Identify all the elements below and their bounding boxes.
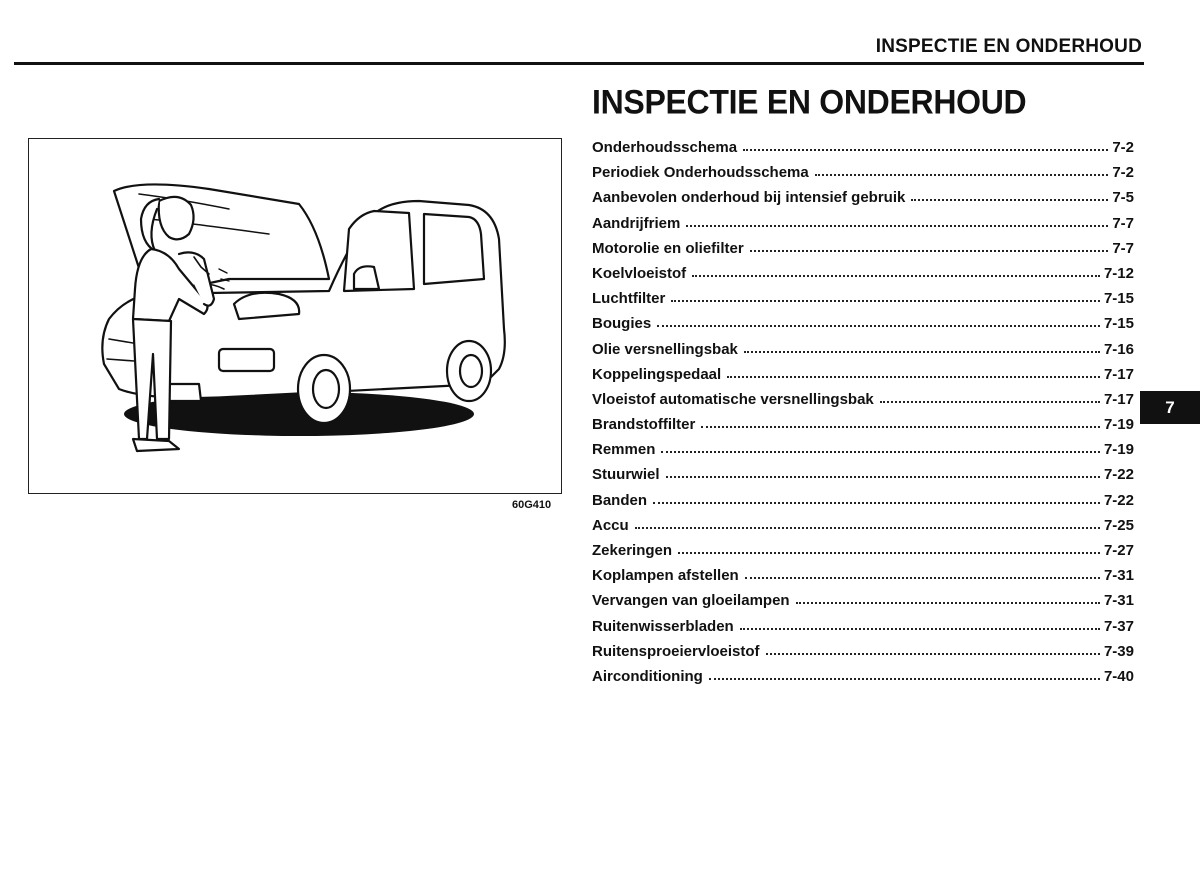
header-rule [14, 62, 1144, 65]
toc-entry-page: 7-31 [1103, 592, 1134, 610]
toc-entry-page: 7-12 [1103, 264, 1134, 282]
toc-entry-title: Remmen [592, 441, 656, 459]
toc-entry-title: Accu [592, 516, 629, 534]
toc-entry-page: 7-15 [1103, 290, 1134, 308]
toc-leader-dots [815, 173, 1109, 176]
toc-entry-title: Ruitenwisserbladen [592, 617, 734, 635]
toc-entry[interactable] [592, 466, 1134, 491]
toc-entry-page: 7-37 [1103, 617, 1134, 635]
toc-leader-dots [666, 475, 1100, 478]
toc-entry-title: Zekeringen [592, 542, 673, 559]
toc-entry-title: Banden [592, 491, 648, 509]
toc-leader-dots [750, 249, 1109, 252]
toc-entry[interactable] [592, 215, 1134, 240]
toc-entry-page: 7-17 [1103, 390, 1134, 408]
toc-leader-dots [744, 350, 1100, 353]
toc-entry-title: Motorolie en oliefilter [592, 239, 744, 257]
figure-code: 60G410 [512, 499, 552, 511]
toc-entry-page: 7-17 [1103, 365, 1134, 383]
toc-entry-page: 7-16 [1103, 340, 1134, 358]
toc-entry[interactable] [592, 391, 1134, 416]
toc-entry-title: Aanbevolen onderhoud bij intensief gebruik [592, 189, 906, 207]
toc-entry-title: Olie versnellingsbak [592, 340, 738, 358]
toc-entry[interactable] [592, 341, 1134, 366]
toc-entry[interactable] [592, 592, 1134, 617]
toc-entry[interactable] [592, 240, 1134, 265]
toc-entry-page: 7-39 [1103, 642, 1134, 660]
toc-entry[interactable] [592, 265, 1134, 290]
toc-entry-page: 7-19 [1103, 416, 1134, 434]
toc-leader-dots [745, 576, 1100, 579]
toc-entry[interactable] [592, 618, 1134, 643]
toc-entry[interactable] [592, 542, 1134, 567]
page-title: INSPECTIE EN ONDERHOUD [592, 82, 1027, 121]
chapter-tab: 7 [1140, 391, 1200, 424]
toc-entry[interactable] [592, 366, 1134, 391]
toc-leader-dots [657, 324, 1100, 327]
toc-entry-page: 7-25 [1103, 516, 1134, 534]
toc-leader-dots [743, 148, 1108, 151]
toc-leader-dots [701, 425, 1100, 428]
toc-entry-title: Luchtfilter [592, 290, 666, 308]
toc-entry-page: 7-2 [1112, 164, 1134, 182]
toc-entry[interactable] [592, 517, 1134, 542]
toc-entry[interactable] [592, 416, 1134, 441]
toc-entry-title: Stuurwiel [592, 466, 660, 484]
toc-entry-title: Aandrijfriem [592, 214, 681, 232]
figure-car-maintenance [28, 138, 562, 494]
toc-entry-title: Onderhoudsschema [592, 139, 738, 156]
toc-entry-page: 7-2 [1112, 139, 1134, 156]
toc-entry[interactable] [592, 139, 1134, 164]
toc-leader-dots [740, 627, 1100, 630]
toc-entry-title: Brandstoffilter [592, 416, 696, 434]
toc-leader-dots [653, 501, 1100, 504]
toc-leader-dots [709, 677, 1100, 680]
toc-leader-dots [727, 375, 1100, 378]
toc-entry[interactable] [592, 567, 1134, 592]
toc-entry-title: Ruitensproeiervloeistof [592, 642, 760, 660]
toc-entry-page: 7-15 [1103, 315, 1134, 333]
toc-entry-page: 7-22 [1103, 491, 1134, 509]
toc-leader-dots [692, 274, 1100, 277]
toc-entry-page: 7-19 [1103, 441, 1134, 459]
toc-entry[interactable] [592, 441, 1134, 466]
toc-entry-page: 7-7 [1112, 239, 1134, 257]
toc-entry[interactable] [592, 643, 1134, 668]
toc-leader-dots [880, 400, 1100, 403]
toc-leader-dots [635, 526, 1100, 529]
toc-entry[interactable] [592, 164, 1134, 189]
toc-leader-dots [671, 299, 1100, 302]
toc-entry-page: 7-7 [1112, 214, 1134, 232]
toc-entry-page: 7-31 [1103, 567, 1134, 585]
toc-entry-page: 7-40 [1103, 667, 1134, 685]
toc-leader-dots [796, 601, 1100, 604]
toc-entry-page: 7-27 [1103, 542, 1134, 559]
toc-entry[interactable] [592, 492, 1134, 517]
toc-entry-page: 7-5 [1112, 189, 1134, 207]
toc-entry-title: Bougies [592, 315, 652, 333]
toc-entry[interactable] [592, 189, 1134, 214]
toc-entry-title: Airconditioning [592, 667, 703, 685]
toc-entry-title: Vervangen van gloeilampen [592, 592, 790, 610]
running-header: INSPECTIE EN ONDERHOUD [875, 36, 1142, 57]
toc-entry-page: 7-22 [1103, 466, 1134, 484]
toc-entry[interactable] [592, 315, 1134, 340]
toc-entry-title: Vloeistof automatische versnellingsbak [592, 390, 874, 408]
toc-leader-dots [678, 551, 1100, 554]
toc-leader-dots [661, 450, 1100, 453]
toc-entry[interactable] [592, 290, 1134, 315]
toc-entry-title: Koelvloeistof [592, 264, 687, 282]
toc-entry-title: Koplampen afstellen [592, 567, 739, 585]
toc-entry-title: Koppelingspedaal [592, 365, 722, 383]
toc-leader-dots [911, 198, 1108, 201]
toc-leader-dots [686, 224, 1108, 227]
toc-entry[interactable] [592, 668, 1134, 693]
car-maintenance-illustration [29, 139, 563, 495]
toc-entry-title: Periodiek Onderhoudsschema [592, 164, 809, 182]
toc-leader-dots [766, 652, 1100, 655]
table-of-contents [592, 139, 1134, 693]
